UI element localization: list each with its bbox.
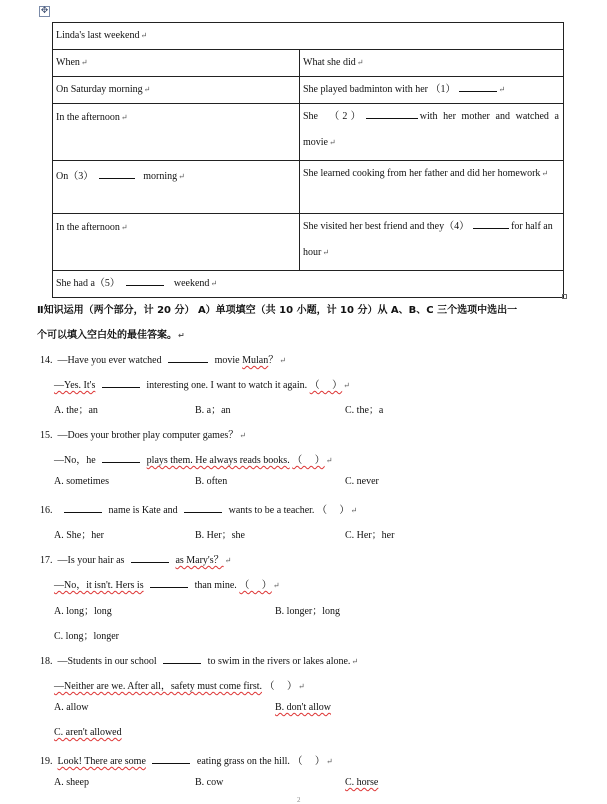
question-14: 14. —Have you ever watched movie Mulan？↵: [40, 351, 286, 366]
table-row: [53, 214, 564, 271]
option-a[interactable]: A. She；her: [54, 530, 104, 541]
option-c[interactable]: C. long；longer: [54, 631, 119, 642]
option-c[interactable]: C. horse: [345, 777, 379, 788]
header-when: When↵: [53, 50, 300, 77]
table-footer-row: [53, 271, 564, 298]
option-c[interactable]: C. the；a: [345, 405, 384, 416]
blank-5[interactable]: [126, 274, 164, 286]
table-header-row: [53, 50, 564, 77]
table-row: [53, 161, 564, 214]
table-title-row: [53, 23, 564, 50]
question-18-line-2: —Neither are we. After all，safety must come first. （ ）↵: [54, 681, 305, 692]
option-a[interactable]: A. sometimes: [54, 476, 109, 487]
blank-4[interactable]: [473, 217, 509, 229]
option-c[interactable]: C. Her；her: [345, 530, 395, 541]
table-row: [53, 104, 564, 161]
q16-blank-1[interactable]: [64, 501, 102, 513]
q17-blank-1[interactable]: [131, 551, 169, 563]
table-row: [53, 77, 564, 104]
question-15: 15. —Does your brother play computer games？↵: [40, 430, 246, 441]
weekend-table: [52, 22, 564, 298]
option-b[interactable]: B. often: [195, 476, 228, 487]
did-cell: She （2） with her mother and watched a movie↵: [300, 104, 564, 161]
option-a[interactable]: A. sheep: [54, 777, 89, 788]
page-number: 2: [297, 796, 301, 804]
question-18: 18. —Students in our school to swim in the rivers or lakes alone.↵: [40, 652, 358, 667]
q14-blank-2[interactable]: [102, 376, 140, 388]
option-a[interactable]: A. long；long: [54, 606, 112, 617]
blank-2[interactable]: [366, 107, 418, 119]
question-16: 16. name is Kate and wants to be a teacher. （ ）↵: [40, 501, 357, 516]
option-b[interactable]: B. cow: [195, 777, 224, 788]
question-17-line-2: —No，it isn't. Hers is than mine. （ ）↵: [54, 576, 280, 591]
option-b[interactable]: B. Her；she: [195, 530, 245, 541]
q15-blank[interactable]: [102, 451, 140, 463]
table-move-handle-icon[interactable]: ✥: [40, 6, 49, 16]
q17-blank-2[interactable]: [150, 576, 188, 588]
q18-blank[interactable]: [163, 652, 201, 664]
q14-blank-1[interactable]: [168, 351, 208, 363]
when-cell: In the afternoon↵: [53, 104, 300, 161]
option-b[interactable]: B. longer；long: [275, 606, 340, 617]
option-b[interactable]: B. don't allow: [275, 702, 331, 713]
question-15-line-2: —No，he plays them. He always reads books. （ ）↵: [54, 451, 332, 466]
section-instruction: Ⅱ知识运用（两个部分，计 20 分） A）单项填空（共 10 小题，计 10 分）从 A、B、C 三个选项中选出一 个可以填入空白处的最佳答案。↵: [37, 305, 518, 341]
blank-1[interactable]: [459, 80, 497, 92]
when-cell: In the afternoon↵: [53, 214, 300, 271]
table-resize-handle[interactable]: [562, 294, 567, 299]
footer-cell: She had a（5） weekend↵: [53, 271, 564, 298]
table-title: Linda's last weekend: [56, 30, 140, 41]
header-what: What she did↵: [300, 50, 564, 77]
question-14-line-2: —Yes. It's interesting one. I want to watch it again. （ ）↵: [54, 376, 350, 391]
option-b[interactable]: B. a；an: [195, 405, 231, 416]
blank-3[interactable]: [99, 167, 135, 179]
option-c[interactable]: C. never: [345, 476, 379, 487]
when-cell: On Saturday morning↵: [53, 77, 300, 104]
did-cell: She visited her best friend and they（4） for half an hour↵: [300, 214, 564, 271]
did-cell: She learned cooking from her father and did her homework↵: [300, 161, 564, 214]
when-cell: On（3） morning↵: [53, 161, 300, 214]
option-a[interactable]: A. the；an: [54, 405, 98, 416]
question-19: 19. Look! There are some eating grass on the hill. （ ）↵: [40, 752, 333, 767]
option-c[interactable]: C. aren't allowed: [54, 727, 122, 738]
q19-blank[interactable]: [152, 752, 190, 764]
option-a[interactable]: A. allow: [54, 702, 89, 713]
did-cell: She played badminton with her （1） ↵: [300, 77, 564, 104]
table-title-cell: Linda's last weekend↵: [53, 23, 564, 50]
question-17: 17. —Is your hair as as Mary's？↵: [40, 551, 231, 566]
q16-blank-2[interactable]: [184, 501, 222, 513]
